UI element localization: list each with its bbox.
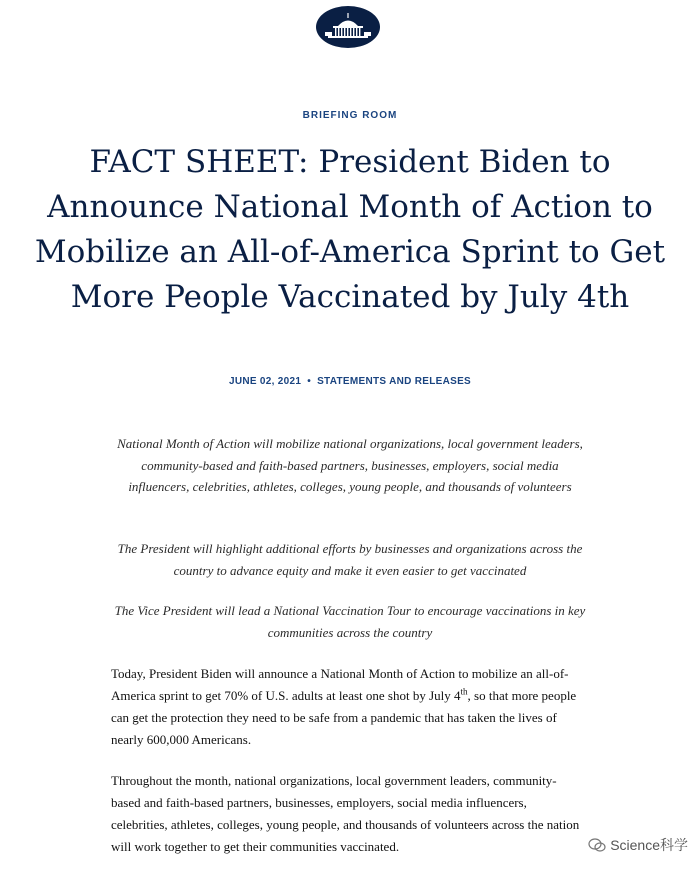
article-meta [0,376,700,387]
superscript-th: th [460,686,468,697]
publish-date: JUNE 02, 2021 [228,376,302,387]
white-house-logo-icon[interactable] [316,5,380,49]
page-title: FACT SHEET: President Biden to Announce National Month of Action to Mobilize an All-of-America Sprint to Get More People Vaccinated by July 4th [34,144,666,315]
paragraph-1-text: Today, President Biden will announce a National Month of Action to mobilize an all-of-America sprint to get 70% of U.S. adults at least one shot by July 4 [111,666,569,703]
wechat-icon [588,838,606,855]
body-paragraph-2: Throughout the month, national organizations, local government leaders, community-based and faith-based partners, businesses, employers, social media influencers, celebrities, athletes, colleges, young people, and thousands of volunteers across the nation will work together to get their communities vaccinated. [111,773,580,854]
subhead-3: The Vice President will lead a National Vaccination Tour to encourage vaccinations in key communities across the country [114,603,586,640]
briefing-room-link[interactable]: BRIEFING ROOM [302,110,398,121]
body-paragraph-1 [111,663,586,751]
paragraph-1-text-cont: , so that more people can get the protection they need to be safe from a pandemic that has taken the lives of nearly 600,000 Americans. [111,688,577,747]
subhead-2: The President will highlight additional efforts by businesses and organizations across the country to advance equity and make it even easier to get vaccinated [117,541,583,578]
meta-separator: • [307,376,312,387]
statements-and-releases-link[interactable]: STATEMENTS AND RELEASES [317,376,472,387]
watermark-text: Science科学 [610,837,688,853]
subhead-1: National Month of Action will mobilize national organizations, local government leaders, community-based and faith-based partners, businesses, employers, social media influencers, celebrities, athletes, colleges, young people, and thousands of volunteers [117,436,583,494]
watermark [584,834,692,856]
